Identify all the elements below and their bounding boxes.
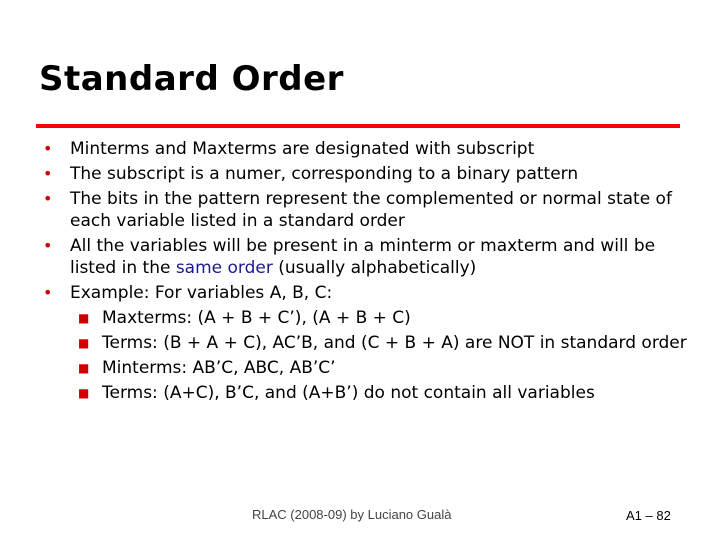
- footer-credit: RLAC (2008-09) by Luciano Gualà: [252, 507, 452, 522]
- bullet-item: [40, 188, 695, 232]
- sub-bullet-text: Terms: (A+C), B’C, and (A+B’) do not contain all variables: [102, 383, 595, 403]
- bullet-marker: •: [43, 236, 53, 255]
- bullet-marker: •: [43, 139, 53, 158]
- page-number: A1 – 82: [626, 508, 671, 523]
- bullet-text: The bits in the pattern represent the complemented or normal state of each variable listed in a standard order: [70, 189, 672, 231]
- sub-bullet-marker: ■: [78, 361, 90, 375]
- sub-bullet-item: [40, 332, 695, 354]
- slide-content: [40, 138, 695, 404]
- highlighted-phrase: same order: [175, 258, 273, 278]
- sub-bullet-text: Minterms: AB’C, ABC, AB’C’: [102, 358, 336, 378]
- sub-bullet-marker: ■: [78, 336, 90, 350]
- bullet-item: [40, 138, 695, 160]
- sub-bullet-item: [40, 382, 695, 404]
- sub-bullet-text: Terms: (B + A + C), AC’B, and (C + B + A) are NOT in standard order: [102, 333, 687, 353]
- bullet-item: [40, 163, 695, 185]
- bullet-text: Minterms and Maxterms are designated with subscript: [70, 139, 535, 159]
- bullet-marker: •: [43, 189, 53, 208]
- bullet-marker: •: [43, 164, 53, 183]
- sub-bullet-marker: ■: [78, 386, 90, 400]
- sub-bullet-marker: ■: [78, 311, 90, 325]
- bullet-item: [40, 235, 695, 279]
- sub-bullet-item: [40, 357, 695, 379]
- title-underline: [36, 124, 680, 128]
- bullet-text: [70, 236, 655, 278]
- sub-bullet-text: Maxterms: (A + B + C’), (A + B + C): [102, 308, 411, 328]
- slide-title: Standard Order: [39, 59, 344, 99]
- bullet-marker: •: [43, 283, 53, 302]
- bullet-text-end: (usually alphabetically): [272, 258, 477, 278]
- bullet-text: Example: For variables A, B, C:: [70, 283, 333, 303]
- bullet-text: The subscript is a numer, corresponding to a binary pattern: [70, 164, 579, 184]
- sub-bullet-item: [40, 307, 695, 329]
- bullet-item: [40, 282, 695, 304]
- bullet-text-start: All the variables will be present in a minterm or maxterm and will be listed in the: [70, 236, 656, 278]
